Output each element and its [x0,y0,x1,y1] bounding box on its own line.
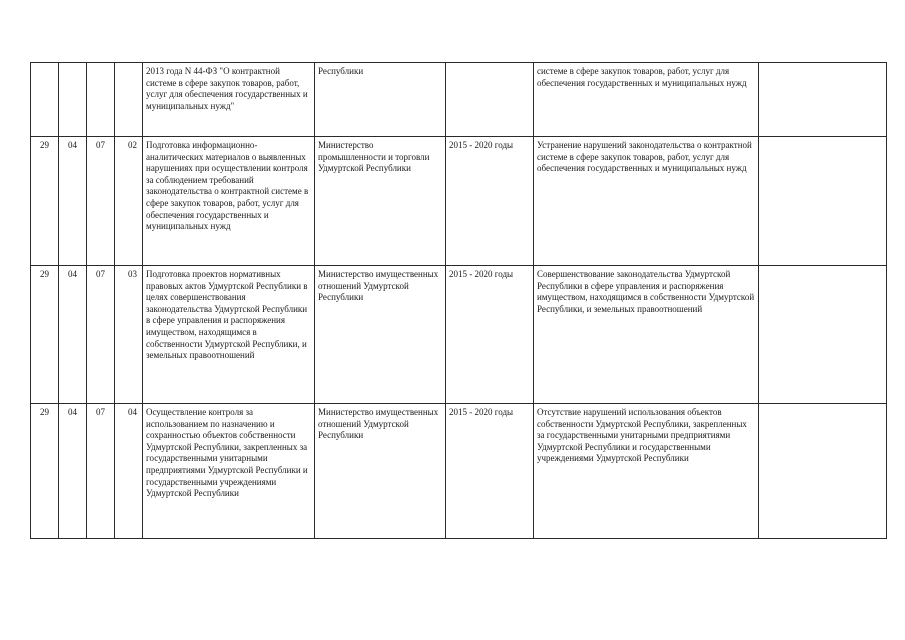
code-cell-program [31,63,59,137]
code-cell-subprogram [59,63,87,137]
responsible-body-cell: Министерство имущественных отношений Удмуртской Республики [315,404,446,539]
code-cell-measure [115,63,143,137]
code-cell-task: 07 [87,137,115,266]
responsible-body-cell: Министерство промышленности и торговли Удмуртской Республики [315,137,446,266]
code-cell-subprogram: 04 [59,137,87,266]
expected-result-cell: Отсутствие нарушений использования объектов собственности Удмуртской Республики, закрепленных за государственными унитарными предприятиями Удмуртской Республики и государственными учреждениями Удмуртской Республики [534,404,759,539]
code-cell-task: 07 [87,266,115,404]
responsible-body-cell: Министерство имущественных отношений Удмуртской Республики [315,266,446,404]
expected-result-cell: системе в сфере закупок товаров, работ, услуг для обеспечения государственных и муниципальных нужд [534,63,759,137]
period-cell: 2015 - 2020 годы [446,137,534,266]
notes-cell [759,404,887,539]
code-cell-task [87,63,115,137]
notes-cell [759,137,887,266]
code-cell-measure: 03 [115,266,143,404]
notes-cell [759,63,887,137]
period-cell: 2015 - 2020 годы [446,266,534,404]
code-cell-subprogram: 04 [59,404,87,539]
code-cell-program: 29 [31,266,59,404]
expected-result-cell: Совершенствование законодательства Удмуртской Республики в сфере управления и распоряжения имуществом, находящимся в собственности Удмуртской Республики, и земельных правоотношений [534,266,759,404]
expected-result-cell: Устранение нарушений законодательства о контрактной системе в сфере закупок товаров, работ, услуг для обеспечения государственных и муниципальных нужд [534,137,759,266]
code-cell-measure: 02 [115,137,143,266]
program-measures-table [30,62,887,539]
code-cell-measure: 04 [115,404,143,539]
period-cell: 2015 - 2020 годы [446,404,534,539]
code-cell-subprogram: 04 [59,266,87,404]
measure-description-cell: Подготовка информационно-аналитических материалов о выявленных нарушениях при осуществлении контроля за соблюдением требований законодательства о контрактной системе в сфере закупок товаров, работ, услуг для обеспечения государственных и муниципальных нужд [143,137,315,266]
table-row [31,137,887,266]
responsible-body-cell: Республики [315,63,446,137]
notes-cell [759,266,887,404]
period-cell [446,63,534,137]
table-row [31,63,887,137]
code-cell-program: 29 [31,404,59,539]
measure-description-cell: Осуществление контроля за использованием по назначению и сохранностью объектов собственности Удмуртской Республики, закрепленных за государственными унитарными предприятиями Удмуртской Республики и государственными учреждениями Удмуртской Республики [143,404,315,539]
code-cell-program: 29 [31,137,59,266]
table-row [31,404,887,539]
measure-description-cell: Подготовка проектов нормативных правовых актов Удмуртской Республики в целях совершенствования законодательства Удмуртской Республики в сфере управления и распоряжения имуществом, находящимся в собственности Удмуртской Республики, и земельных правоотношений [143,266,315,404]
code-cell-task: 07 [87,404,115,539]
measure-description-cell: 2013 года N 44-ФЗ "О контрактной системе в сфере закупок товаров, работ, услуг для обеспечения государственных и муниципальных нужд" [143,63,315,137]
table-row [31,266,887,404]
